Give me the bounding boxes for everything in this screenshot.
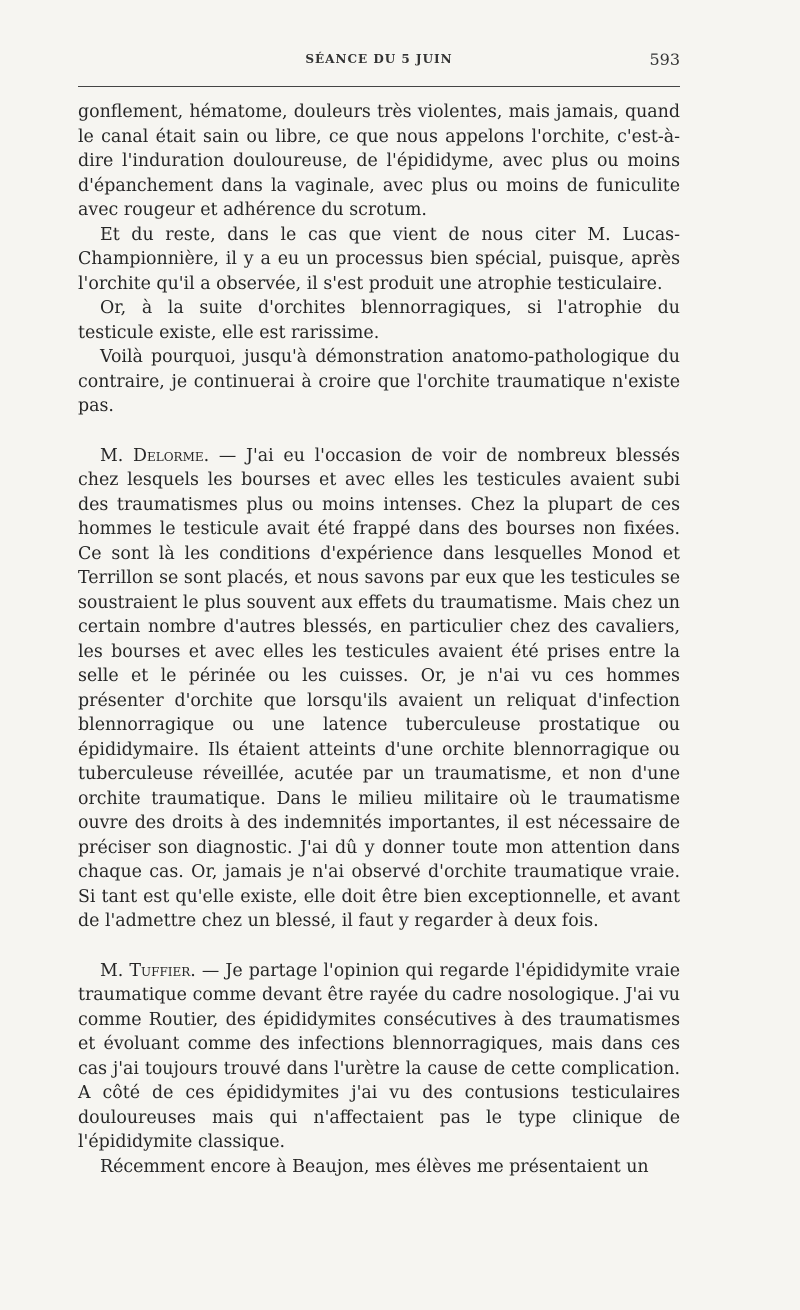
speaker-name: M. Tuffier. <box>100 960 196 981</box>
body-text <box>78 100 680 1179</box>
speaker-name: M. Delorme. <box>100 445 210 466</box>
speech-text: — J'ai eu l'occasion de voir de nombreux blessés chez lesquels les bourses et avec elles les testicules avaient subi des traumatismes plus ou moins intenses. Chez la plupart de ces hommes le testicule avait été frappé dans des bourses non fixées. Ce sont là les conditions d'expérience dans lesquelles Monod et Terrillon se sont placés, et nous savons par eux que les testicules se soustraient le plus souvent aux effets du traumatisme. Mais chez un certain nombre d'autres blessés, en particulier chez des cavaliers, les bourses et avec elles les testicules avaient été prises entre la selle et le périnée ou les cuisses. Or, je n'ai vu ces hommes présenter d'orchite que lorsqu'ils avaient un reliquat d'infection blennorragique ou une latence tuberculeuse prostatique ou épididymaire. Ils étaient atteints d'une orchite blennorragique ou tuberculeuse réveillée, acutée par un traumatisme, et non d'une orchite traumatique. Dans le milieu militaire où le traumatisme ouvre des droits à des indemnités importantes, il est nécessaire de préciser son diagnostic. J'ai dû y donner toute mon attention dans chaque cas. Or, jamais je n'ai observé d'orchite traumatique vraie. Si tant est qu'elle existe, elle doit être bien exceptionnelle, et avant de l'admettre chez un blessé, il faut y regarder à deux fois. <box>78 445 680 931</box>
paragraph: Récemment encore à Beaujon, mes élèves me présentaient un <box>100 1156 649 1177</box>
header-rule <box>78 86 680 87</box>
speech-text: — Je partage l'opinion qui regarde l'épididymite vraie traumatique comme devant être rayée du cadre nosologique. J'ai vu comme Routier, des épididymites consécutives à des traumatismes et évoluant comme des infections blennorragiques, mais dans ces cas j'ai toujours trouvé dans l'urètre la cause de cette complication. A côté de ces épididymites j'ai vu des contusions testiculaires douloureuses mais qui n'affectaient pas le type clinique de l'épididymite classique. <box>78 960 680 1152</box>
page-number: 593 <box>649 50 680 69</box>
running-head: SÉANCE DU 5 JUIN <box>305 52 453 66</box>
speech-tuffier <box>78 959 680 1155</box>
page-header <box>78 50 680 72</box>
paragraph-continuation: gonflement, hématome, douleurs très violentes, mais jamais, quand le canal était sain ou libre, ce que nous appelons l'orchite, c'est-à-dire l'induration douloureuse, de l'épididyme, avec plus ou moins d'épanchement dans la vaginale, avec plus ou moins de funiculite avec rougeur et adhérence du scrotum. <box>78 102 680 220</box>
paragraph: Or, à la suite d'orchites blennorragiques, si l'atrophie du testicule existe, elle est rarissime. <box>78 298 680 343</box>
paragraph: Voilà pourquoi, jusqu'à démonstration anatomo-pathologique du contraire, je continuerai à croire que l'orchite traumatique n'existe pas. <box>78 347 680 416</box>
speech-delorme <box>78 444 680 934</box>
paragraph: Et du reste, dans le cas que vient de nous citer M. Lucas-Championnière, il y a eu un processus bien spécial, puisque, après l'orchite qu'il a observée, il s'est produit une atrophie testiculaire. <box>78 224 680 294</box>
